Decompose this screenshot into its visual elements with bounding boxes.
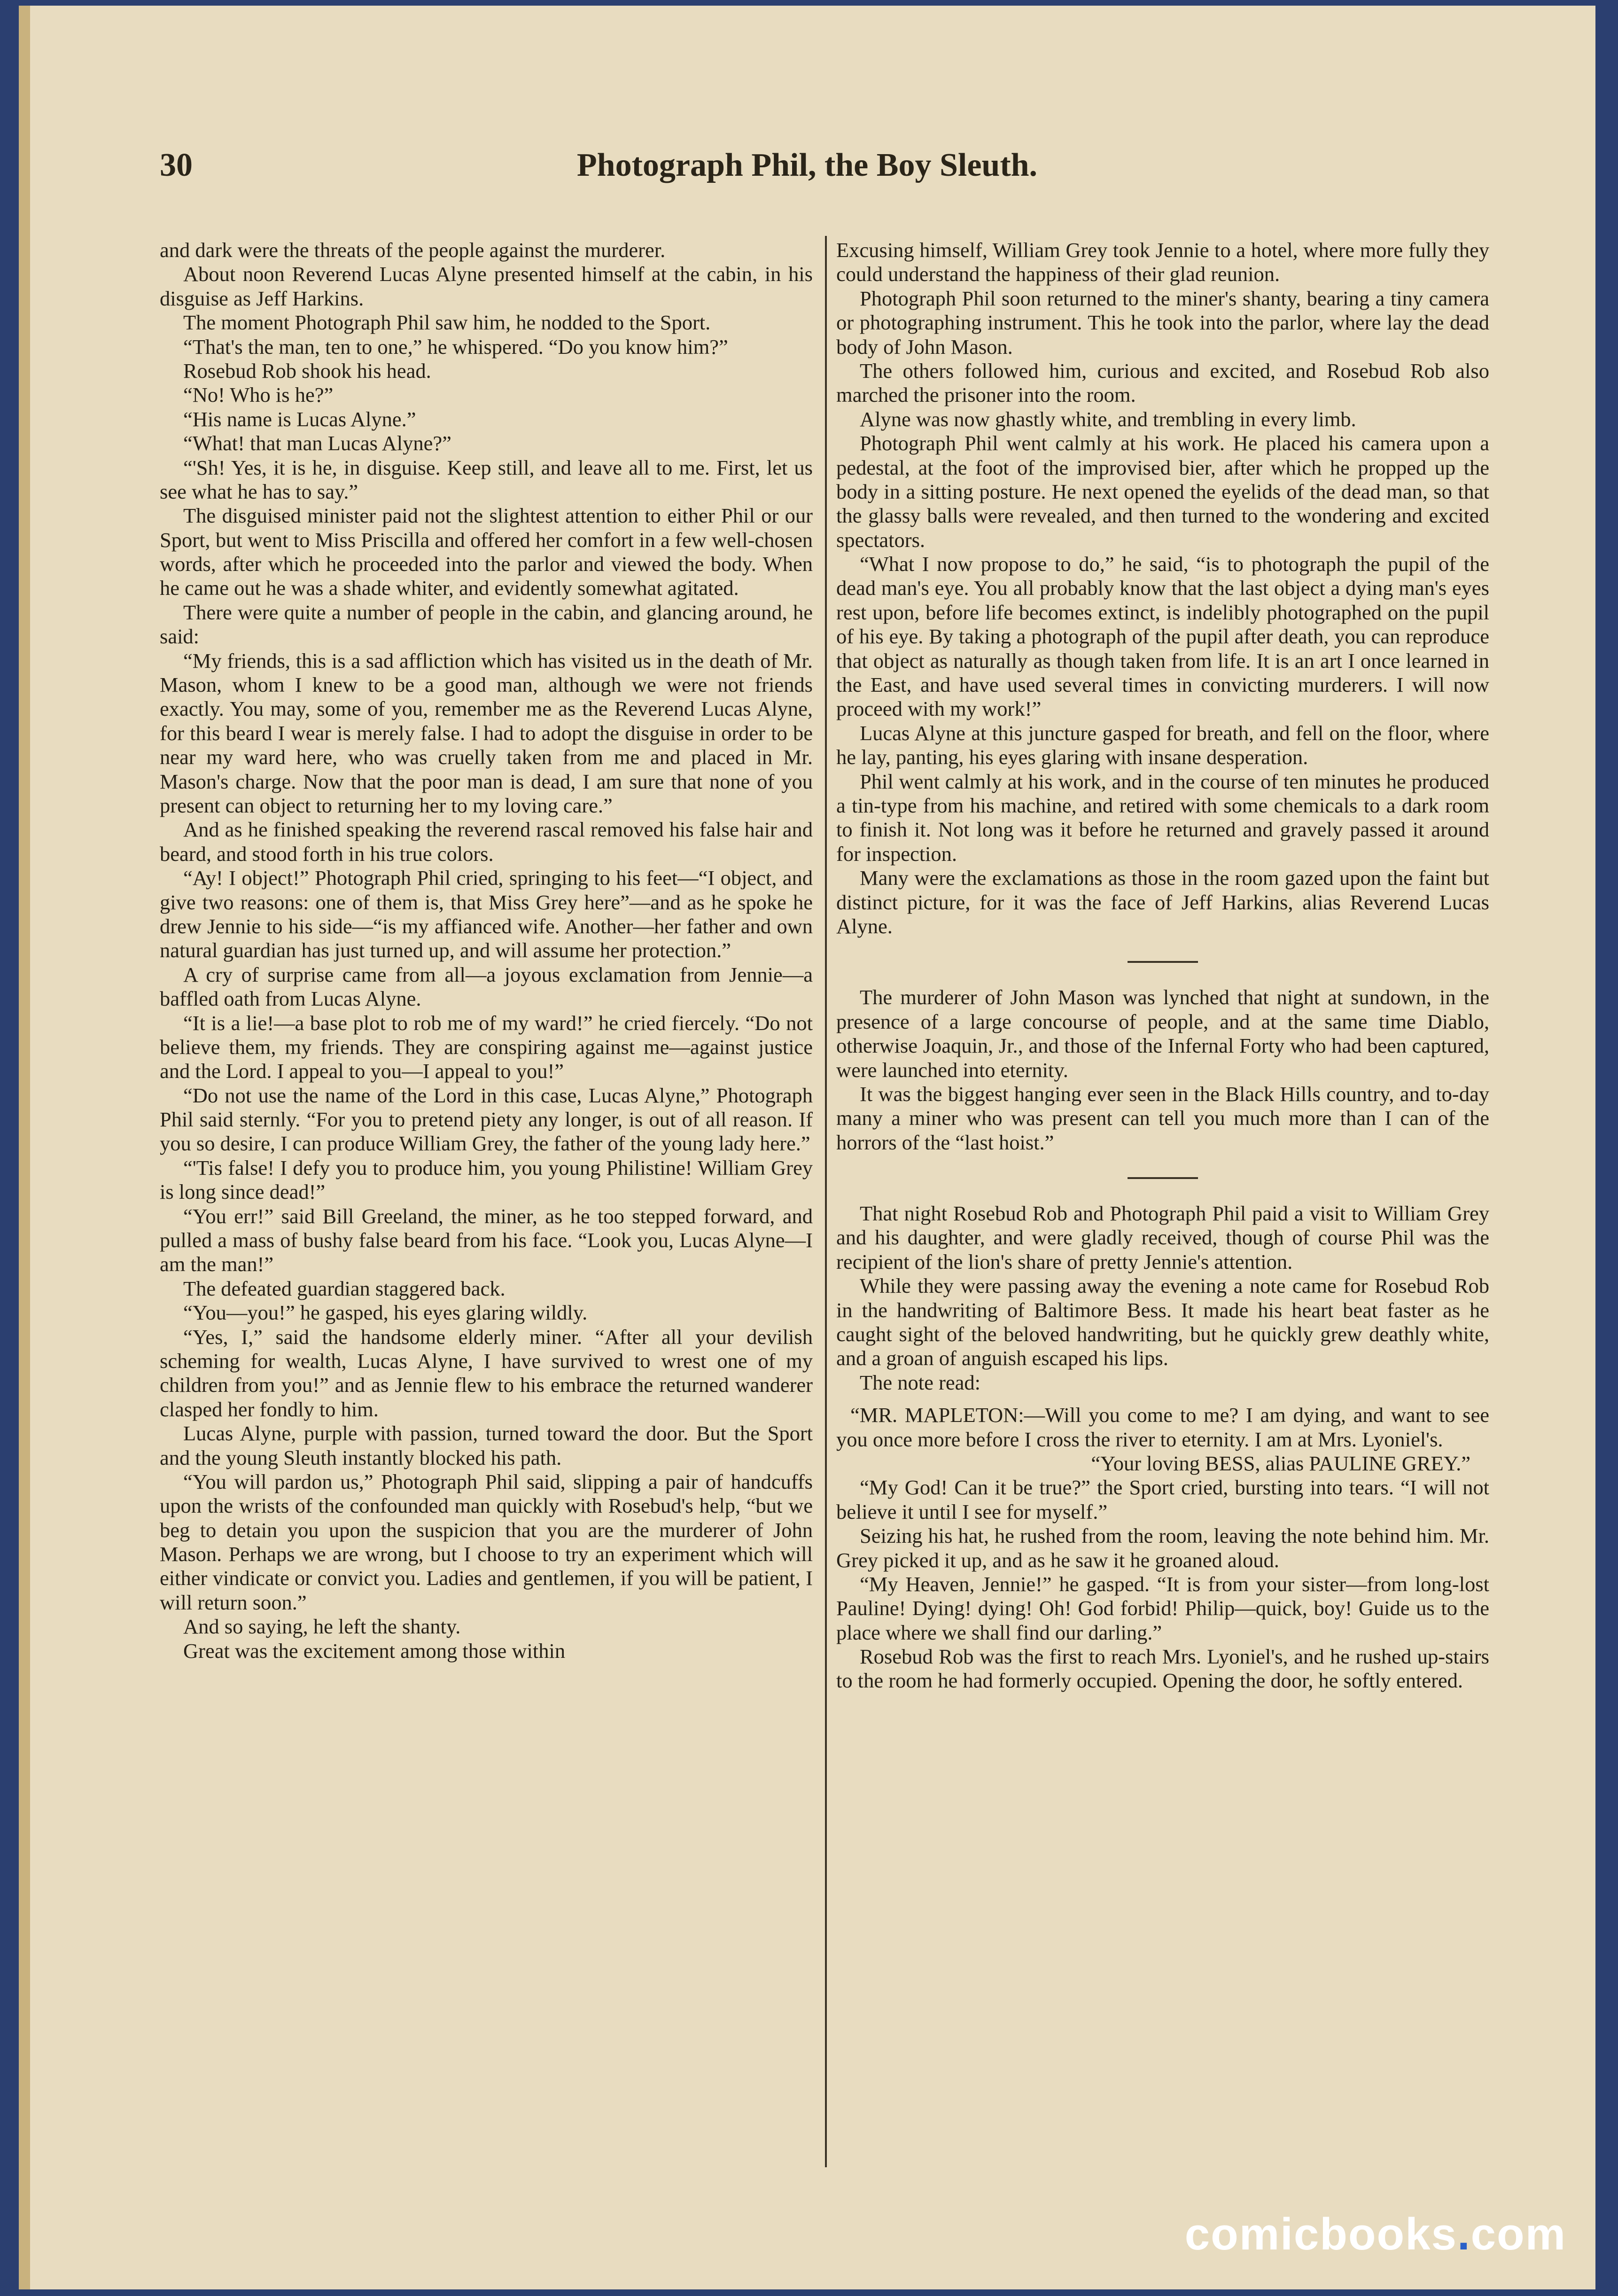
paragraph: “Yes, I,” said the handsome elderly miner. “After all your devilish scheming for wealth, Lucas Alyne, I have survived to wrest one of my children from you!” and as Jennie flew to his embrace the returned wanderer clasped her fondly to him. (160, 1325, 813, 1421)
paragraph: And so saying, he left the shanty. (183, 1615, 461, 1639)
left-column (160, 238, 813, 2165)
paragraph: The moment Photograph Phil saw him, he nodded to the Sport. (183, 311, 711, 335)
right-column (836, 238, 1489, 2165)
paragraph: Great was the excitement among those within (183, 1639, 566, 1663)
paragraph: A cry of surprise came from all—a joyous exclamation from Jennie—a baffled oath from Lucas Alyne. (160, 962, 813, 1011)
running-title: Photograph Phil, the Boy Sleuth. (576, 147, 1038, 183)
paragraph: “No! Who is he?” (183, 383, 334, 407)
paragraph: The disguised minister paid not the slightest attention to either Phil or our Sport, but went to Miss Priscilla and offered her comfort in a few well-chosen words, after which he proceeded into the parlor and viewed the body. When he came out he was a shade whiter, and evidently somewhat agitated. (160, 504, 813, 600)
paragraph: Lucas Alyne at this juncture gasped for breath, and fell on the floor, where he lay, panting, his eyes glaring with insane desperation. (836, 721, 1489, 769)
paragraph: “'Sh! Yes, it is he, in disguise. Keep still, and leave all to me. First, let us see what he has to say.” (160, 455, 813, 503)
page-number: 30 (160, 147, 193, 183)
paragraph: Many were the exclamations as those in the room gazed upon the faint but distinct picture, for it was the face of Jeff Harkins, alias Reverend Lucas Alyne. (836, 866, 1489, 938)
paragraph: The note read: (860, 1370, 980, 1394)
section-divider (1128, 1177, 1198, 1179)
paragraph: “Do not use the name of the Lord in this case, Lucas Alyne,” Photograph Phil said sternly. “For you to pretend piety any longer, is out of all reason. If you so desire, I can produce William Grey, the father of the young lady here.” (160, 1083, 813, 1156)
book-page (19, 6, 1595, 2289)
paragraph: And as he finished speaking the reverend rascal removed his false hair and beard, and stood forth in his true colors. (160, 818, 813, 866)
watermark-name: comicbooks (1184, 2209, 1457, 2259)
paragraph: “You err!” said Bill Greeland, the miner, as he too stepped forward, and pulled a mass of bushy false beard from his face. “Look you, Lucas Alyne—I am the man!” (160, 1204, 813, 1276)
site-watermark (1185, 2209, 1566, 2260)
note-signature: “Your loving BESS, alias PAULINE GREY.” (1091, 1451, 1470, 1475)
paragraph: “My friends, this is a sad affliction which has visited us in the death of Mr. Mason, whom I knew to be a good man, although we were not friends exactly. You may, some of you, remember me as the Reverend Lucas Alyne, for this beard I wear is merely false. I had to adopt the disguise in order to be near my ward here, who was cruelly taken from me and placed in Mr. Mason's charge. Now that the poor man is dead, I am sure that none of you present can object to returning her to my loving care.” (160, 648, 813, 817)
paragraph: “What I now propose to do,” he said, “is to photograph the pupil of the dead man's eye. You all probably know that the last object a dying man's eyes rest upon, before life becomes extinct, is indelibly photographed on the pupil of his eye. By taking a photograph of the pupil after death, you can reproduce that object as naturally as though taken from life. It is an art I once learned in the East, and have used several times in convicting murderers. I will now proceed with my work!” (836, 552, 1489, 721)
paragraph: Photograph Phil soon returned to the miner's shanty, bearing a tiny camera or photographing instrument. This he took into the parlor, where lay the dead body of John Mason. (836, 286, 1489, 359)
paragraph: “That's the man, ten to one,” he whispered. “Do you know him?” (183, 335, 728, 359)
watermark-dot: . (1457, 2209, 1471, 2259)
paragraph: Rosebud Rob was the first to reach Mrs. Lyoniel's, and he rushed up-stairs to the room he had formerly occupied. Opening the door, he softly entered. (836, 1645, 1489, 1693)
note-body: “MR. MAPLETON:—Will you come to me? I am dying, and want to see you once more before I cross the river to eternity. I am at Mrs. Lyoniel's. (836, 1403, 1489, 1451)
page-spine (19, 6, 30, 2289)
paragraph: Phil went calmly at his work, and in the course of ten minutes he produced a tin-type from his machine, and retired with some chemicals to a dark room to finish it. Not long was it before he returned and gravely passed it around for inspection. (836, 769, 1489, 866)
section-divider (1128, 961, 1198, 963)
paragraph: “You will pardon us,” Photograph Phil said, slipping a pair of handcuffs upon the wrists of the confounded man quickly with Rosebud's help, “but we beg to detain you upon the suspicion that you are the murderer of John Mason. Perhaps we are wrong, but I choose to try an experiment which will either vindicate or convict you. Ladies and gentlemen, if you will be patient, I will return soon.” (160, 1469, 813, 1614)
paragraph: Excusing himself, William Grey took Jennie to a hotel, where more fully they could understand the happiness of their glad reunion. (836, 238, 1489, 286)
paragraph: “My Heaven, Jennie!” he gasped. “It is from your sister—from long-lost Pauline! Dying! dying! Oh! God forbid! Philip—quick, boy! Guide us to the place where we shall find our darling.” (836, 1572, 1489, 1644)
paragraph: The defeated guardian staggered back. (183, 1276, 506, 1300)
paragraph: and dark were the threats of the people against the murderer. (160, 238, 666, 262)
paragraph: That night Rosebud Rob and Photograph Phil paid a visit to William Grey and his daughter, and were gladly received, though of course Phil was the recipient of the lion's share of pretty Jennie's attention. (836, 1202, 1489, 1273)
column-divider (825, 236, 827, 2167)
paragraph: There were quite a number of people in the cabin, and glancing around, he said: (160, 600, 813, 648)
paragraph: Alyne was now ghastly white, and trembling in every limb. (860, 407, 1356, 431)
paragraph: Lucas Alyne, purple with passion, turned toward the door. But the Sport and the young Sleuth instantly blocked his path. (160, 1421, 813, 1469)
paragraph: “It is a lie!—a base plot to rob me of my ward!” he cried fiercely. “Do not believe them, my friends. They are conspiring against me—against justice and the Lord. I appeal to you—I appeal to you!” (160, 1011, 813, 1083)
paragraph: “'Tis false! I defy you to produce him, you young Philistine! William Grey is long since dead!” (160, 1156, 813, 1204)
paragraph: Photograph Phil went calmly at his work. He placed his camera upon a pedestal, at the foot of the improvised bier, after which he propped up the body in a sitting posture. He next opened the eyelids of the dead man, so that the glassy balls were revealed, and then turned to the wondering and excited spectators. (836, 431, 1489, 552)
paragraph: “Ay! I object!” Photograph Phil cried, springing to his feet—“I object, and give two reasons: one of them is, that Miss Grey here”—and as he spoke he drew Jennie to his side—“is my affianced wife. Another—her father and own natural guardian has just turned up, and will assume her protection.” (160, 866, 813, 962)
paragraph: While they were passing away the evening a note came for Rosebud Rob in the handwriting of Baltimore Bess. It made his heart beat faster as he caught sight of the beloved handwriting, but he quickly grew deathly white, and a groan of anguish escaped his lips. (836, 1274, 1489, 1370)
paragraph: The others followed him, curious and excited, and Rosebud Rob also marched the prisoner into the room. (836, 359, 1489, 407)
paragraph: “His name is Lucas Alyne.” (183, 407, 416, 431)
watermark-tld: com (1470, 2209, 1566, 2259)
paragraph: It was the biggest hanging ever seen in the Black Hills country, and to-day many a miner who was present can tell you much more than I can of the horrors of the “last hoist.” (836, 1082, 1489, 1154)
paragraph: About noon Reverend Lucas Alyne presented himself at the cabin, in his disguise as Jeff Harkins. (160, 262, 813, 310)
paragraph: “What! that man Lucas Alyne?” (183, 431, 451, 455)
paragraph: Rosebud Rob shook his head. (183, 359, 431, 383)
paragraph: Seizing his hat, he rushed from the room, leaving the note behind him. Mr. Grey picked it up, and as he saw it he groaned aloud. (836, 1524, 1489, 1572)
paragraph: “You—you!” he gasped, his eyes glaring wildly. (183, 1301, 588, 1325)
paragraph: “My God! Can it be true?” the Sport cried, bursting into tears. “I will not believe it until I see for myself.” (836, 1476, 1489, 1523)
paragraph: The murderer of John Mason was lynched that night at sundown, in the presence of a large concourse of people, and at the same time Diablo, otherwise Joaquin, Jr., and those of the Infernal Forty who had been captured, were launched into eternity. (836, 985, 1489, 1082)
